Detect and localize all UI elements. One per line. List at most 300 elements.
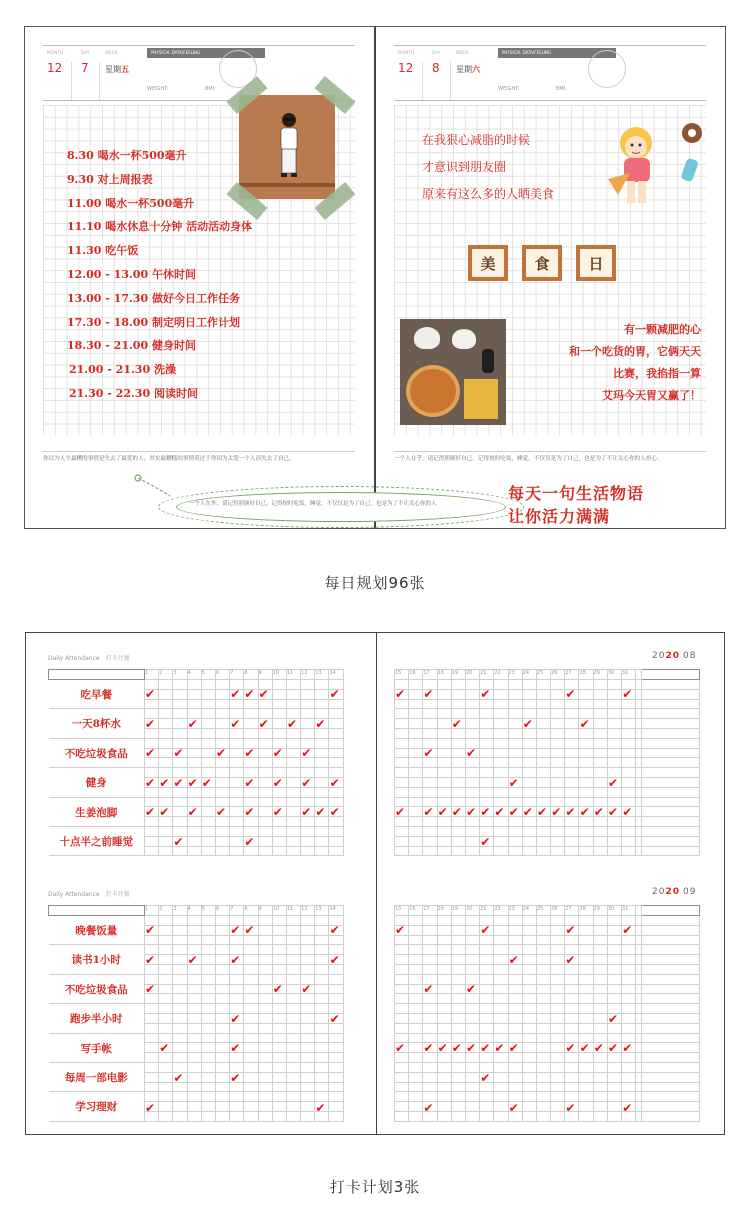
check-cell[interactable] [201, 709, 215, 719]
check-cell[interactable] [579, 699, 593, 709]
check-cell[interactable] [593, 777, 607, 787]
check-cell[interactable] [409, 817, 423, 827]
check-cell[interactable] [286, 1013, 300, 1023]
check-mark[interactable]: ✔ [593, 1041, 604, 1056]
check-cell[interactable] [159, 728, 173, 738]
check-cell[interactable] [395, 836, 409, 846]
check-cell[interactable] [286, 680, 300, 690]
check-cell[interactable] [536, 826, 550, 836]
check-cell[interactable] [286, 925, 300, 935]
check-mark[interactable]: ✔ [301, 982, 312, 997]
check-cell[interactable] [480, 777, 494, 787]
check-cell[interactable] [437, 1023, 451, 1033]
check-cell[interactable] [494, 719, 508, 729]
check-mark[interactable]: ✔ [216, 746, 227, 761]
check-cell[interactable] [215, 836, 229, 846]
check-cell[interactable] [451, 1062, 465, 1072]
check-mark[interactable]: ✔ [494, 805, 505, 820]
check-cell[interactable] [536, 738, 550, 748]
check-cell[interactable] [508, 925, 522, 935]
check-cell[interactable] [315, 1033, 329, 1043]
check-cell[interactable] [187, 1092, 201, 1102]
check-mark[interactable]: ✔ [201, 775, 212, 790]
check-mark[interactable]: ✔ [315, 716, 326, 731]
check-cell[interactable] [480, 984, 494, 994]
check-cell[interactable] [451, 925, 465, 935]
check-cell[interactable] [522, 916, 536, 926]
check-cell[interactable] [272, 1043, 286, 1053]
check-cell[interactable] [215, 984, 229, 994]
check-cell[interactable] [329, 758, 343, 768]
check-cell[interactable] [159, 974, 173, 984]
check-cell[interactable] [329, 1043, 343, 1053]
check-cell[interactable] [423, 768, 437, 778]
check-cell[interactable] [244, 1053, 258, 1063]
check-cell[interactable] [409, 1111, 423, 1121]
check-cell[interactable] [301, 709, 315, 719]
check-cell[interactable] [145, 836, 159, 846]
check-cell[interactable] [480, 1004, 494, 1014]
bingo-cell[interactable] [642, 728, 700, 738]
check-cell[interactable] [201, 994, 215, 1004]
check-cell[interactable] [215, 1082, 229, 1092]
check-cell[interactable] [622, 1062, 636, 1072]
check-cell[interactable] [301, 955, 315, 965]
check-cell[interactable] [230, 984, 244, 994]
check-cell[interactable] [551, 935, 565, 945]
check-cell[interactable] [244, 964, 258, 974]
check-cell[interactable] [395, 955, 409, 965]
check-cell[interactable] [593, 1062, 607, 1072]
check-cell[interactable] [536, 758, 550, 768]
check-mark[interactable]: ✔ [145, 775, 156, 790]
check-cell[interactable] [272, 1072, 286, 1082]
check-cell[interactable] [215, 994, 229, 1004]
check-cell[interactable] [607, 1062, 621, 1072]
check-cell[interactable] [329, 738, 343, 748]
check-cell[interactable] [522, 974, 536, 984]
check-cell[interactable] [522, 738, 536, 748]
check-cell[interactable] [173, 925, 187, 935]
check-cell[interactable] [201, 1004, 215, 1014]
check-mark[interactable]: ✔ [329, 1011, 340, 1026]
check-cell[interactable] [494, 945, 508, 955]
check-mark[interactable]: ✔ [565, 923, 576, 937]
check-cell[interactable] [215, 1043, 229, 1053]
check-cell[interactable] [395, 1092, 409, 1102]
check-cell[interactable] [215, 916, 229, 926]
check-cell[interactable] [622, 945, 636, 955]
check-cell[interactable] [187, 748, 201, 758]
check-cell[interactable] [536, 984, 550, 994]
check-cell[interactable] [494, 1102, 508, 1112]
check-cell[interactable] [536, 964, 550, 974]
check-cell[interactable] [329, 728, 343, 738]
check-cell[interactable] [201, 738, 215, 748]
check-cell[interactable] [565, 1072, 579, 1082]
check-cell[interactable] [551, 1033, 565, 1043]
check-cell[interactable] [201, 1043, 215, 1053]
check-cell[interactable] [522, 1004, 536, 1014]
check-cell[interactable] [329, 984, 343, 994]
check-mark[interactable]: ✔ [230, 952, 241, 967]
check-cell[interactable] [465, 709, 479, 719]
check-cell[interactable] [272, 1111, 286, 1121]
check-cell[interactable] [465, 1013, 479, 1023]
check-cell[interactable] [244, 1111, 258, 1121]
check-cell[interactable] [551, 925, 565, 935]
check-cell[interactable] [423, 787, 437, 797]
check-cell[interactable] [272, 1102, 286, 1112]
check-cell[interactable] [215, 1013, 229, 1023]
check-cell[interactable] [187, 994, 201, 1004]
check-cell[interactable] [301, 925, 315, 935]
check-cell[interactable] [315, 955, 329, 965]
check-cell[interactable] [173, 797, 187, 807]
check-mark[interactable]: ✔ [565, 805, 576, 820]
check-cell[interactable] [451, 777, 465, 787]
check-cell[interactable] [437, 1102, 451, 1112]
check-cell[interactable] [286, 1053, 300, 1063]
check-cell[interactable] [423, 826, 437, 836]
bingo-cell[interactable] [642, 826, 700, 836]
bingo-cell[interactable] [642, 738, 700, 748]
check-cell[interactable] [465, 846, 479, 856]
check-cell[interactable] [607, 709, 621, 719]
check-cell[interactable] [579, 1023, 593, 1033]
check-mark[interactable]: ✔ [579, 1041, 590, 1056]
check-cell[interactable] [565, 826, 579, 836]
check-cell[interactable] [437, 758, 451, 768]
check-cell[interactable] [565, 1062, 579, 1072]
check-cell[interactable] [437, 984, 451, 994]
check-cell[interactable] [593, 846, 607, 856]
check-cell[interactable] [508, 994, 522, 1004]
check-cell[interactable] [159, 945, 173, 955]
check-cell[interactable] [508, 1023, 522, 1033]
check-cell[interactable] [315, 738, 329, 748]
check-cell[interactable] [451, 846, 465, 856]
check-cell[interactable] [536, 1033, 550, 1043]
check-cell[interactable] [409, 758, 423, 768]
check-cell[interactable] [451, 1013, 465, 1023]
check-cell[interactable] [551, 1004, 565, 1014]
check-cell[interactable] [409, 1033, 423, 1043]
check-cell[interactable] [201, 836, 215, 846]
check-cell[interactable] [286, 807, 300, 817]
check-mark[interactable]: ✔ [173, 775, 184, 790]
check-cell[interactable] [437, 689, 451, 699]
check-cell[interactable] [551, 680, 565, 690]
check-mark[interactable]: ✔ [173, 835, 184, 849]
check-mark[interactable]: ✔ [508, 1100, 519, 1115]
check-cell[interactable] [395, 1013, 409, 1023]
check-cell[interactable] [272, 680, 286, 690]
check-cell[interactable] [230, 787, 244, 797]
check-cell[interactable] [159, 935, 173, 945]
check-cell[interactable] [593, 925, 607, 935]
bingo-cell[interactable] [642, 974, 700, 984]
check-cell[interactable] [551, 787, 565, 797]
check-cell[interactable] [551, 1023, 565, 1033]
check-cell[interactable] [465, 1062, 479, 1072]
check-cell[interactable] [173, 1092, 187, 1102]
bingo-cell[interactable] [642, 797, 700, 807]
check-cell[interactable] [329, 748, 343, 758]
check-mark[interactable]: ✔ [480, 835, 491, 849]
check-cell[interactable] [437, 787, 451, 797]
check-cell[interactable] [201, 748, 215, 758]
check-cell[interactable] [494, 925, 508, 935]
check-cell[interactable] [551, 945, 565, 955]
check-cell[interactable] [315, 1043, 329, 1053]
check-mark[interactable]: ✔ [244, 687, 255, 701]
check-cell[interactable] [409, 680, 423, 690]
check-cell[interactable] [579, 1092, 593, 1102]
check-cell[interactable] [607, 748, 621, 758]
check-cell[interactable] [423, 925, 437, 935]
check-cell[interactable] [607, 974, 621, 984]
check-cell[interactable] [607, 836, 621, 846]
check-cell[interactable] [437, 719, 451, 729]
bingo-cell[interactable] [642, 758, 700, 768]
check-cell[interactable] [593, 994, 607, 1004]
check-cell[interactable] [286, 974, 300, 984]
check-cell[interactable] [622, 1023, 636, 1033]
check-cell[interactable] [622, 777, 636, 787]
check-cell[interactable] [423, 719, 437, 729]
check-cell[interactable] [437, 955, 451, 965]
check-mark[interactable]: ✔ [622, 1041, 633, 1056]
bingo-cell[interactable] [642, 916, 700, 926]
check-mark[interactable]: ✔ [451, 805, 462, 820]
bingo-cell[interactable] [642, 925, 700, 935]
check-cell[interactable] [395, 787, 409, 797]
check-cell[interactable] [622, 836, 636, 846]
check-mark[interactable]: ✔ [329, 687, 340, 701]
check-cell[interactable] [494, 1111, 508, 1121]
bingo-cell[interactable] [642, 994, 700, 1004]
check-cell[interactable] [409, 1082, 423, 1092]
check-cell[interactable] [409, 916, 423, 926]
check-cell[interactable] [258, 836, 272, 846]
check-cell[interactable] [159, 719, 173, 729]
check-cell[interactable] [215, 768, 229, 778]
check-cell[interactable] [536, 777, 550, 787]
check-cell[interactable] [395, 1062, 409, 1072]
check-cell[interactable] [301, 1072, 315, 1082]
check-cell[interactable] [258, 768, 272, 778]
check-mark[interactable]: ✔ [315, 805, 326, 820]
check-cell[interactable] [173, 945, 187, 955]
check-cell[interactable] [215, 1072, 229, 1082]
bingo-cell[interactable] [642, 1072, 700, 1082]
check-cell[interactable] [593, 1111, 607, 1121]
check-cell[interactable] [258, 1111, 272, 1121]
check-mark[interactable]: ✔ [537, 805, 548, 820]
check-cell[interactable] [451, 935, 465, 945]
check-cell[interactable] [423, 955, 437, 965]
check-cell[interactable] [145, 1062, 159, 1072]
check-cell[interactable] [272, 709, 286, 719]
check-mark[interactable]: ✔ [593, 805, 604, 820]
check-cell[interactable] [494, 916, 508, 926]
check-cell[interactable] [579, 787, 593, 797]
check-cell[interactable] [536, 680, 550, 690]
check-cell[interactable] [565, 1082, 579, 1092]
check-cell[interactable] [423, 1013, 437, 1023]
check-cell[interactable] [522, 1053, 536, 1063]
check-cell[interactable] [173, 699, 187, 709]
check-cell[interactable] [301, 1023, 315, 1033]
check-cell[interactable] [451, 916, 465, 926]
check-cell[interactable] [258, 1102, 272, 1112]
check-cell[interactable] [201, 925, 215, 935]
check-cell[interactable] [437, 709, 451, 719]
check-cell[interactable] [187, 680, 201, 690]
check-mark[interactable]: ✔ [622, 923, 633, 937]
check-cell[interactable] [494, 974, 508, 984]
check-cell[interactable] [409, 777, 423, 787]
check-cell[interactable] [437, 738, 451, 748]
check-cell[interactable] [579, 925, 593, 935]
check-cell[interactable] [522, 680, 536, 690]
check-mark[interactable]: ✔ [551, 805, 562, 820]
check-cell[interactable] [551, 768, 565, 778]
check-cell[interactable] [622, 709, 636, 719]
check-cell[interactable] [437, 846, 451, 856]
check-cell[interactable] [551, 1062, 565, 1072]
check-cell[interactable] [286, 984, 300, 994]
check-cell[interactable] [230, 974, 244, 984]
check-cell[interactable] [423, 836, 437, 846]
check-cell[interactable] [215, 719, 229, 729]
check-cell[interactable] [286, 846, 300, 856]
check-cell[interactable] [258, 1082, 272, 1092]
check-mark[interactable]: ✔ [579, 805, 590, 820]
check-cell[interactable] [329, 1053, 343, 1063]
check-cell[interactable] [551, 1092, 565, 1102]
check-cell[interactable] [244, 1023, 258, 1033]
check-cell[interactable] [272, 846, 286, 856]
check-cell[interactable] [244, 1102, 258, 1112]
check-cell[interactable] [215, 787, 229, 797]
check-cell[interactable] [551, 777, 565, 787]
check-cell[interactable] [244, 994, 258, 1004]
check-cell[interactable] [272, 916, 286, 926]
check-cell[interactable] [215, 826, 229, 836]
check-cell[interactable] [159, 955, 173, 965]
check-cell[interactable] [522, 1062, 536, 1072]
check-cell[interactable] [201, 1062, 215, 1072]
check-cell[interactable] [187, 1004, 201, 1014]
check-cell[interactable] [201, 1013, 215, 1023]
check-cell[interactable] [145, 1004, 159, 1014]
check-cell[interactable] [622, 748, 636, 758]
check-cell[interactable] [451, 974, 465, 984]
check-cell[interactable] [187, 1053, 201, 1063]
check-cell[interactable] [622, 1082, 636, 1092]
check-cell[interactable] [286, 768, 300, 778]
bingo-cell[interactable] [642, 1043, 700, 1053]
check-cell[interactable] [315, 689, 329, 699]
check-mark[interactable]: ✔ [608, 805, 619, 820]
check-cell[interactable] [301, 1013, 315, 1023]
check-cell[interactable] [607, 699, 621, 709]
check-cell[interactable] [565, 974, 579, 984]
check-cell[interactable] [480, 945, 494, 955]
check-cell[interactable] [244, 1004, 258, 1014]
check-cell[interactable] [536, 994, 550, 1004]
check-mark[interactable]: ✔ [522, 716, 533, 731]
check-cell[interactable] [551, 1082, 565, 1092]
check-cell[interactable] [480, 964, 494, 974]
check-cell[interactable] [536, 1062, 550, 1072]
check-mark[interactable]: ✔ [145, 982, 156, 997]
check-cell[interactable] [286, 964, 300, 974]
check-cell[interactable] [244, 984, 258, 994]
bingo-cell[interactable] [642, 836, 700, 846]
check-cell[interactable] [395, 846, 409, 856]
check-cell[interactable] [201, 797, 215, 807]
check-cell[interactable] [465, 787, 479, 797]
check-cell[interactable] [187, 1062, 201, 1072]
check-cell[interactable] [465, 955, 479, 965]
check-cell[interactable] [173, 817, 187, 827]
check-cell[interactable] [494, 1092, 508, 1102]
check-cell[interactable] [579, 748, 593, 758]
check-cell[interactable] [201, 1082, 215, 1092]
check-cell[interactable] [286, 1082, 300, 1092]
check-mark[interactable]: ✔ [315, 1100, 326, 1115]
check-cell[interactable] [522, 1033, 536, 1043]
check-cell[interactable] [551, 738, 565, 748]
check-cell[interactable] [622, 984, 636, 994]
check-cell[interactable] [329, 1102, 343, 1112]
check-cell[interactable] [329, 994, 343, 1004]
check-cell[interactable] [409, 738, 423, 748]
check-cell[interactable] [480, 1092, 494, 1102]
check-cell[interactable] [494, 1013, 508, 1023]
check-mark[interactable]: ✔ [508, 775, 519, 790]
check-cell[interactable] [159, 738, 173, 748]
check-cell[interactable] [258, 846, 272, 856]
check-cell[interactable] [395, 1023, 409, 1033]
check-cell[interactable] [593, 689, 607, 699]
check-cell[interactable] [508, 1082, 522, 1092]
check-mark[interactable]: ✔ [423, 1041, 434, 1056]
check-cell[interactable] [536, 689, 550, 699]
check-cell[interactable] [480, 1111, 494, 1121]
check-cell[interactable] [593, 955, 607, 965]
check-cell[interactable] [423, 1062, 437, 1072]
check-cell[interactable] [409, 1013, 423, 1023]
check-cell[interactable] [494, 709, 508, 719]
check-cell[interactable] [451, 1082, 465, 1092]
check-cell[interactable] [215, 964, 229, 974]
check-cell[interactable] [565, 768, 579, 778]
check-cell[interactable] [551, 1043, 565, 1053]
check-cell[interactable] [187, 925, 201, 935]
bingo-cell[interactable] [642, 964, 700, 974]
check-mark[interactable]: ✔ [187, 716, 198, 731]
check-mark[interactable]: ✔ [329, 923, 340, 937]
check-cell[interactable] [579, 964, 593, 974]
check-cell[interactable] [409, 1004, 423, 1014]
check-cell[interactable] [409, 768, 423, 778]
check-cell[interactable] [272, 1092, 286, 1102]
check-cell[interactable] [215, 1033, 229, 1043]
